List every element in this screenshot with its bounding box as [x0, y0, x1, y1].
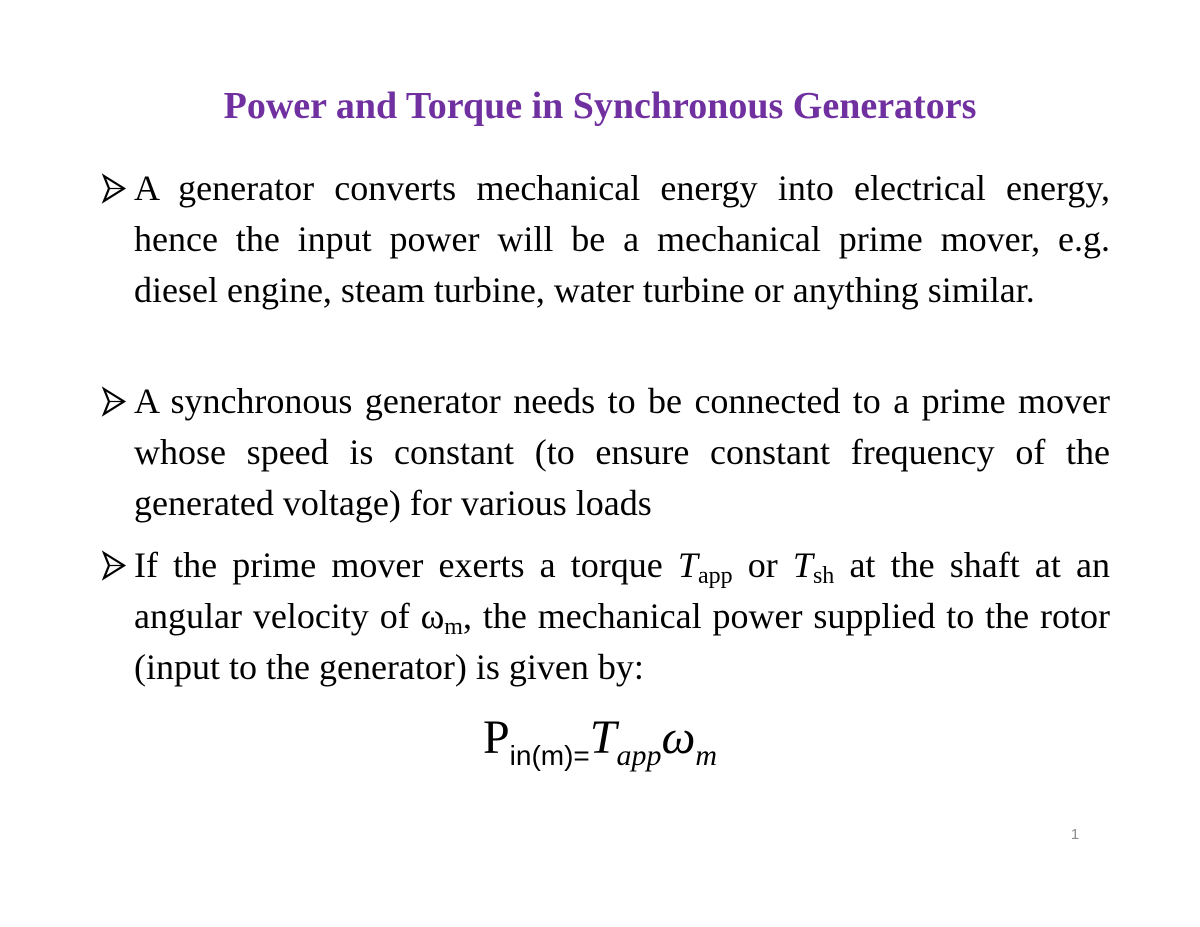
- slide-title: Power and Torque in Synchronous Generators: [223, 85, 977, 127]
- formula-omega-symbol: ω: [661, 711, 696, 764]
- torque-subscript: sh: [812, 563, 835, 589]
- bullet-item: [100, 163, 1110, 316]
- torque-symbol: T: [677, 545, 698, 585]
- bullet-item: [100, 540, 1110, 693]
- arrowhead-bullet-icon: [100, 540, 132, 591]
- torque-symbol: T: [792, 545, 813, 585]
- formula-torque-subscript: app: [616, 739, 662, 772]
- page-number: 1: [1070, 826, 1080, 843]
- formula-omega-subscript: m: [695, 739, 718, 772]
- bullet-text-segment: , the mechanical power supplied to the rotor (input to the generator) is given by:: [134, 596, 1110, 687]
- omega-subscript: m: [444, 614, 463, 640]
- power-formula: [0, 708, 1200, 772]
- formula-power-symbol: P: [482, 711, 510, 764]
- arrowhead-bullet-icon: [100, 376, 132, 427]
- bullet-item: [100, 376, 1110, 529]
- omega-symbol: ω: [420, 596, 445, 636]
- bullet-text-segment: or: [732, 545, 793, 585]
- bullet-text: [134, 540, 1110, 693]
- bullet-text: A synchronous generator needs to be connected to a prime mover whose speed is constant (to ensure constant frequency of the generated voltage) for various loads: [134, 381, 1110, 523]
- bullet-text-segment: If the prime mover exerts a torque: [134, 545, 678, 585]
- torque-subscript: app: [697, 563, 733, 589]
- formula-torque-symbol: T: [589, 711, 617, 764]
- bullet-text: A generator converts mechanical energy into electrical energy, hence the input power will be a mechanical prime mover, e.g. diesel engine, steam turbine, water turbine or anything similar.: [134, 168, 1110, 310]
- formula-power-subscript: in(m)=: [509, 740, 590, 771]
- bullet-text-segment: at the shaft at an angular velocity of: [134, 545, 1110, 636]
- arrowhead-bullet-icon: [100, 163, 132, 214]
